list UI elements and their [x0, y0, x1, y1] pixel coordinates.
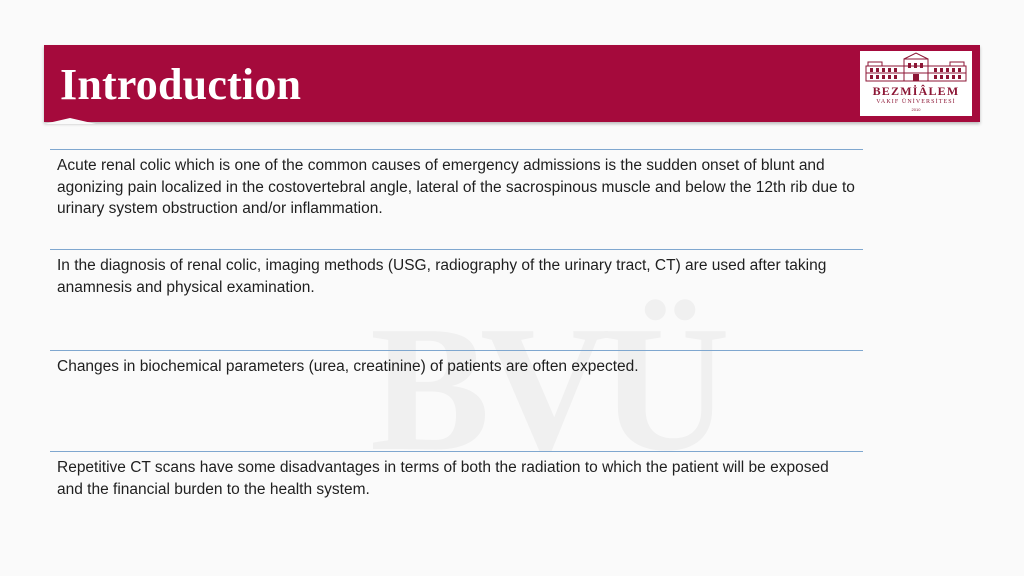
block-text: Acute renal colic which is one of the common causes of emergency admissions is the sudden onset of blunt and agonizing pain localized in the costovertebral angle, lateral of the sacrospinous muscle and below the 12th rib due to urinary system obstruction and/or inflammation. — [57, 157, 855, 217]
logo-name: BEZMİÂLEM — [872, 84, 960, 98]
block-text: Repetitive CT scans have some disadvantages in terms of both the radiation to which the patient will be exposed and the financial burden to the health system. — [57, 459, 829, 498]
university-logo — [860, 51, 972, 116]
logo-subtitle: VAKIF ÜNİVERSİTESİ — [876, 99, 956, 105]
logo-year: 2010 — [911, 107, 921, 112]
block-text: In the diagnosis of renal colic, imaging methods (USG, radiography of the urinary tract, CT) are used after taking anamnesis and physical examination. — [57, 257, 827, 296]
content-block — [50, 350, 863, 378]
slide-title: Introduction — [60, 60, 302, 109]
content-block — [50, 149, 863, 220]
building-icon — [860, 51, 972, 85]
content-block — [50, 249, 863, 298]
block-text: Changes in biochemical parameters (urea, creatinine) of patients are often expected. — [57, 358, 639, 375]
content-block — [50, 451, 863, 500]
